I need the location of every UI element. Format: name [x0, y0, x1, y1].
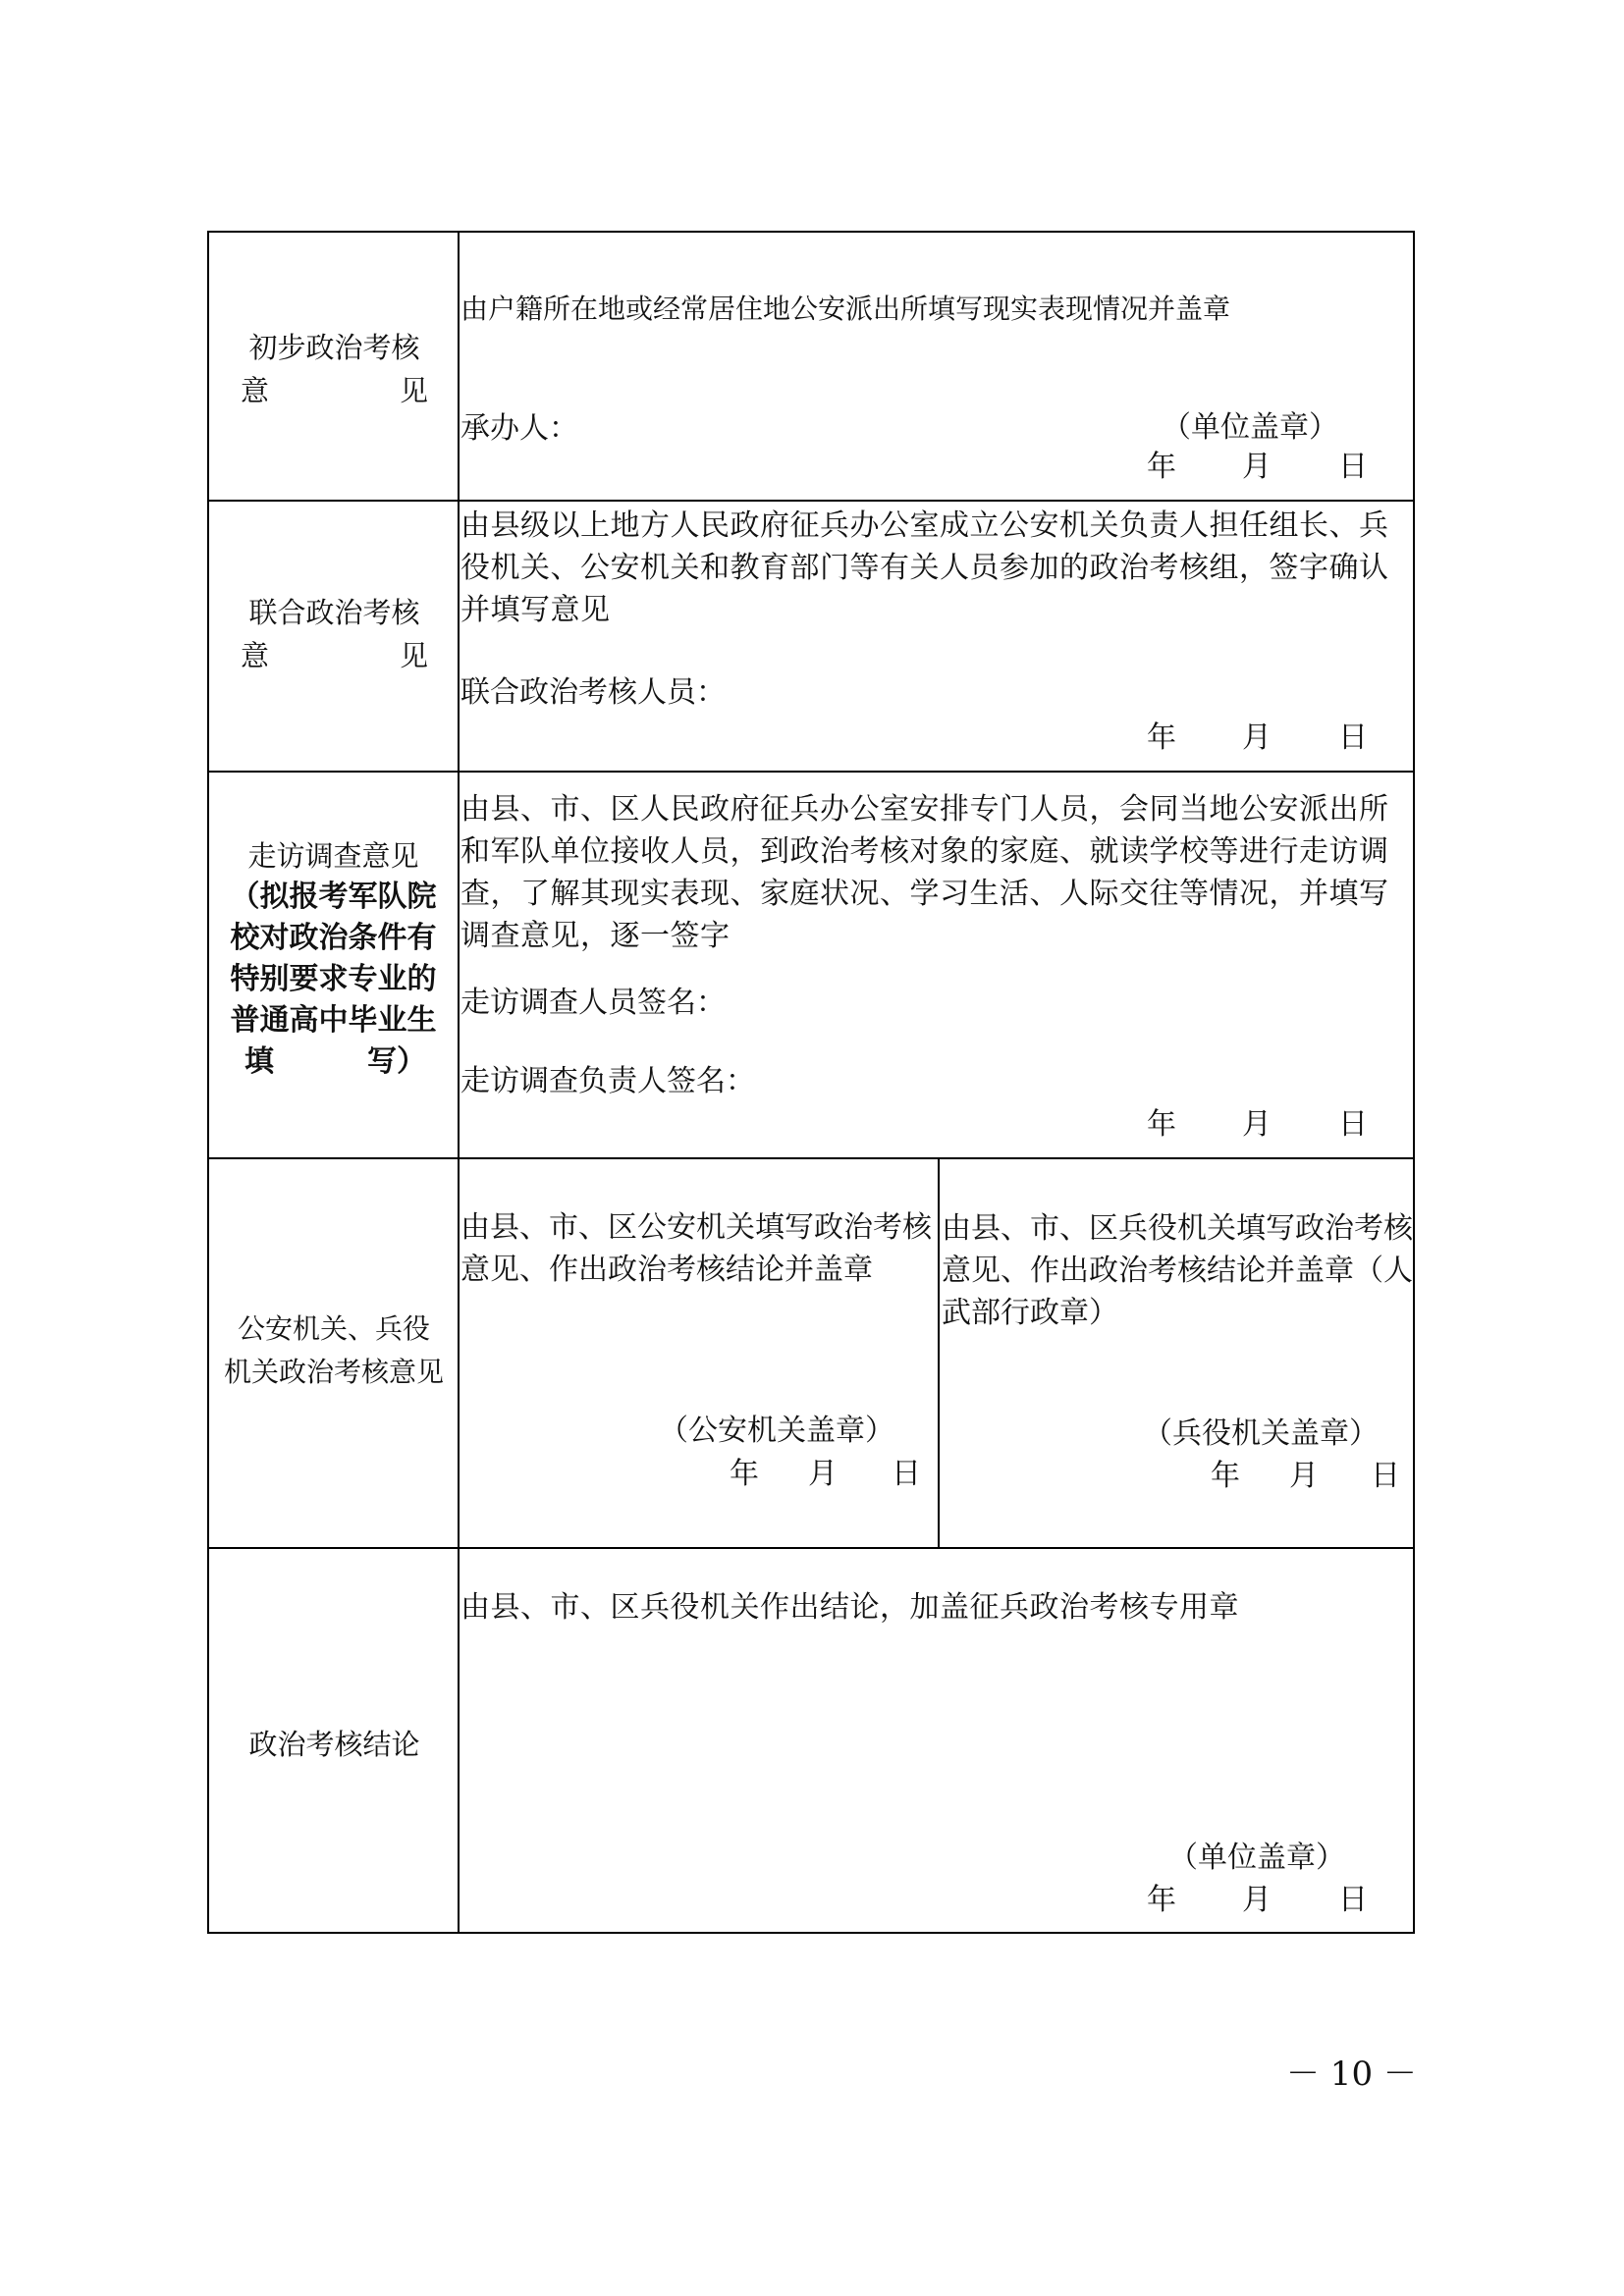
row2-label-line1: 联合政治考核 — [248, 596, 420, 629]
row2-label-line2-a: 意 — [241, 639, 270, 672]
row1-label-line1: 初步政治考核 — [248, 331, 420, 364]
row1-label-line2-b: 见 — [399, 374, 428, 407]
row-divider-3 — [209, 1157, 1413, 1159]
row3-date-day: 日 — [1338, 1107, 1368, 1142]
row2-label-line2-b: 见 — [399, 639, 428, 672]
row4-left-date-day: 日 — [892, 1457, 921, 1491]
row5-date-day: 日 — [1338, 1883, 1368, 1917]
row4-label — [211, 1308, 457, 1394]
row4-left-instruction: 由县、市、区公安机关填写政治考核意见、作出政治考核结论并盖章 — [460, 1210, 932, 1287]
row3-label-note-1: （拟报考军队院 — [230, 880, 437, 914]
row-divider-2 — [209, 771, 1413, 773]
row2-label-line2 — [219, 634, 450, 677]
row4-label-line1: 公安机关、兵役 — [237, 1312, 430, 1345]
row-divider-1 — [209, 500, 1413, 502]
row1-instruction: 由户籍所在地或经常居住地公安派出所填写现实表现情况并盖章 — [460, 293, 1231, 325]
row3-instruction: 由县、市、区人民政府征兵办公室安排专门人员，会同当地公安派出所和军队单位接收人员，到政治考核对象的家庭、就读学校等进行走访调查，了解其现实表现、家庭状况、学习生活、人际交往等情况，并填写调查意见，逐一签字 — [460, 792, 1389, 953]
page-number: － 10 － — [1286, 2055, 1417, 2094]
row1-handler-label: 承办人： — [460, 411, 578, 446]
row3-date-month: 月 — [1242, 1107, 1272, 1142]
political-review-form — [207, 231, 1415, 1934]
row3-label-note-4: 普通高中毕业生 — [230, 1003, 437, 1038]
row4-label-line2: 机关政治考核意见 — [223, 1356, 444, 1388]
row1-date-year: 年 — [1147, 450, 1176, 484]
row4-left-seal: （公安机关盖章） — [659, 1414, 894, 1448]
row3-label-note-2: 校对政治条件有 — [230, 921, 437, 955]
row3-label-note-5-b: 写） — [367, 1044, 426, 1079]
row4-right-date-month: 月 — [1289, 1459, 1319, 1493]
row3-label-note-5-a: 填 — [244, 1044, 274, 1079]
row2-date-year: 年 — [1147, 721, 1176, 755]
row5-date-month: 月 — [1242, 1883, 1272, 1917]
row5-label-line1: 政治考核结论 — [248, 1728, 420, 1761]
row3-label — [213, 835, 454, 1083]
row3-label-note-5 — [213, 1041, 454, 1083]
row2-staff-label: 联合政治考核人员： — [460, 675, 726, 710]
row1-seal: （单位盖章） — [1162, 410, 1338, 445]
row-divider-4 — [209, 1547, 1413, 1549]
row4-left-date-month: 月 — [808, 1457, 838, 1491]
row4-left-date-year: 年 — [730, 1457, 759, 1491]
row4-right-date-year: 年 — [1211, 1459, 1240, 1493]
row3-staff-signature-label: 走访调查人员签名： — [460, 986, 726, 1020]
label-column-divider — [458, 233, 460, 1932]
row2-date-day: 日 — [1338, 721, 1368, 755]
row1-label-line2 — [219, 369, 450, 412]
row1-date-day: 日 — [1338, 450, 1368, 484]
row2-instruction: 由县级以上地方人民政府征兵办公室成立公安机关负责人担任组长、兵役机关、公安机关和教育部门等有关人员参加的政治考核组，签字确认并填写意见 — [460, 508, 1389, 627]
row3-label-note-3: 特别要求专业的 — [230, 962, 437, 996]
row4-right-seal: （兵役机关盖章） — [1143, 1416, 1379, 1451]
row3-leader-signature-label: 走访调查负责人签名： — [460, 1064, 755, 1098]
row4-right-date-day: 日 — [1371, 1459, 1400, 1493]
row5-label — [219, 1723, 450, 1766]
row2-label — [219, 591, 450, 677]
row1-label — [219, 326, 450, 412]
row1-date-month: 月 — [1242, 450, 1272, 484]
row3-label-line1: 走访调查意见 — [247, 839, 419, 873]
row3-date-year: 年 — [1147, 1107, 1176, 1142]
row5-instruction: 由县、市、区兵役机关作出结论，加盖征兵政治考核专用章 — [460, 1590, 1239, 1625]
row5-date-year: 年 — [1147, 1883, 1176, 1917]
split-column-divider — [938, 1157, 940, 1547]
row2-date-month: 月 — [1242, 721, 1272, 755]
row4-right-instruction: 由县、市、区兵役机关填写政治考核意见、作出政治考核结论并盖章（人武部行政章） — [942, 1211, 1413, 1330]
row1-label-line2-a: 意 — [241, 374, 270, 407]
row5-seal: （单位盖章） — [1168, 1841, 1345, 1875]
